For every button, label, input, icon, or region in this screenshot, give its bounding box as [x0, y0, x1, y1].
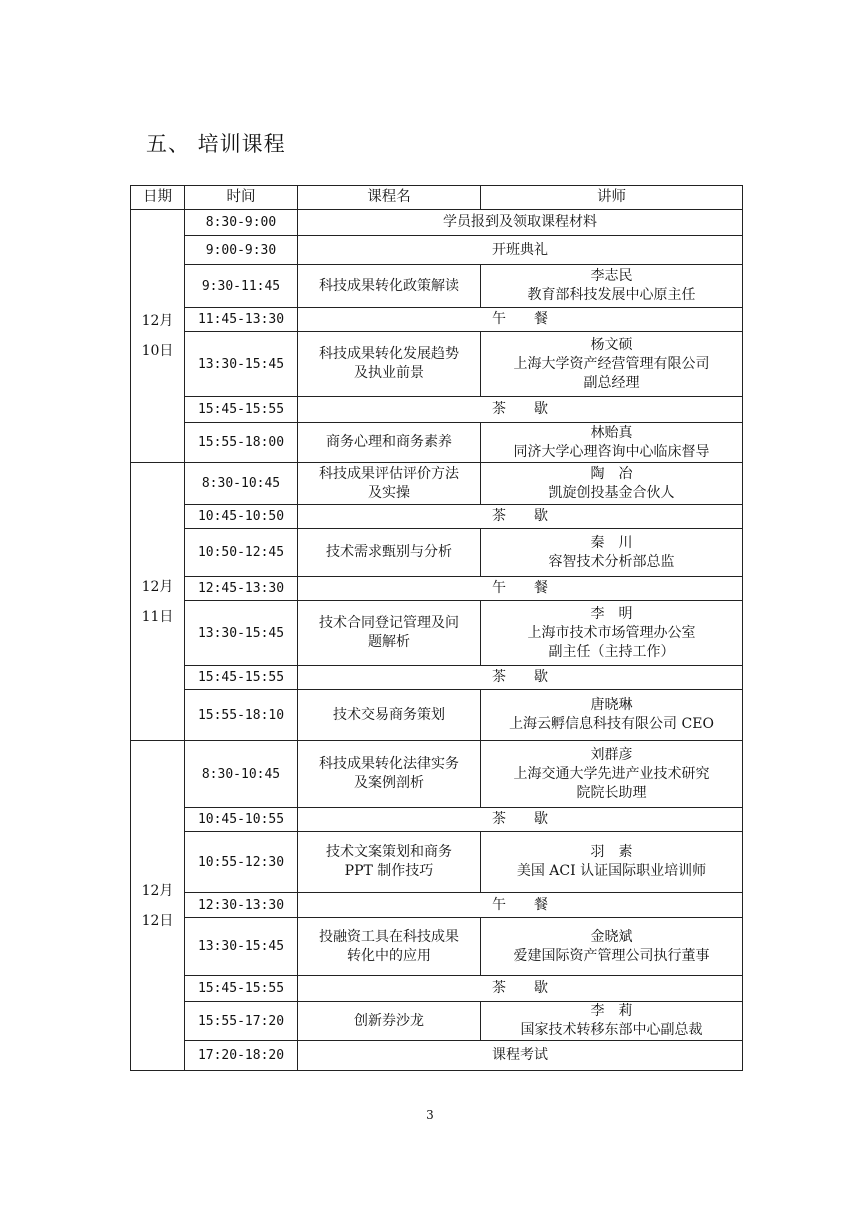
course-line: 商务心理和商务素养	[326, 434, 452, 450]
course-cell	[298, 529, 481, 577]
instructor-title: 国家技术转移东部中心副总裁	[520, 1022, 703, 1038]
course-cell	[298, 832, 481, 893]
table-row	[131, 893, 743, 918]
activity-cell: 茶 歇	[298, 666, 743, 690]
time-cell: 17:20-18:20	[185, 1041, 298, 1071]
header-date: 日期	[131, 186, 185, 210]
table-row	[131, 265, 743, 308]
course-line: 技术文案策划和商务	[326, 844, 452, 860]
table-row	[131, 577, 743, 601]
instructor-cell	[481, 463, 743, 505]
activity-cell: 开班典礼	[298, 236, 743, 265]
instructor-title: 爱建国际资产管理公司执行董事	[513, 947, 710, 964]
instructor-cell	[481, 423, 743, 463]
time-cell: 15:55-17:20	[185, 1002, 298, 1041]
course-line: 及实操	[368, 484, 410, 501]
header-course: 课程名	[298, 186, 481, 210]
instructor-title: 院院长助理	[576, 784, 647, 801]
instructor-name: 李 明	[590, 605, 633, 622]
table-row	[131, 332, 743, 397]
time-cell: 15:45-15:55	[185, 976, 298, 1002]
time-cell: 9:30-11:45	[185, 265, 298, 308]
table-row	[131, 423, 743, 463]
table-row	[131, 601, 743, 666]
course-line: 科技成果转化法律实务	[319, 756, 459, 772]
instructor-title: 上海云孵信息科技有限公司 CEO	[509, 716, 714, 732]
activity-cell: 午 餐	[298, 308, 743, 332]
course-cell	[298, 1002, 481, 1041]
date-month: 12月	[141, 882, 174, 899]
instructor-cell	[481, 832, 743, 893]
table-row	[131, 505, 743, 529]
page-number: 3	[426, 1108, 434, 1122]
time-cell: 15:55-18:00	[185, 423, 298, 463]
course-line: 技术需求甄别与分析	[326, 544, 452, 560]
time-cell: 8:30-9:00	[185, 210, 298, 236]
table-row	[131, 918, 743, 976]
instructor-name: 李 莉	[590, 1003, 633, 1019]
activity-cell: 茶 歇	[298, 808, 743, 832]
table-row	[131, 1002, 743, 1041]
course-line: 科技成果转化发展趋势	[319, 346, 459, 362]
course-cell	[298, 463, 481, 505]
table-row	[131, 463, 743, 505]
date-cell	[131, 210, 185, 463]
time-cell: 8:30-10:45	[185, 741, 298, 808]
instructor-name: 金晓斌	[590, 928, 633, 945]
table-row	[131, 690, 743, 741]
instructor-name: 杨文硕	[590, 336, 633, 353]
instructor-cell	[481, 918, 743, 976]
instructor-cell	[481, 1002, 743, 1041]
instructor-cell	[481, 265, 743, 308]
instructor-name: 秦 川	[590, 534, 633, 551]
time-cell: 11:45-13:30	[185, 308, 298, 332]
date-cell	[131, 741, 185, 1071]
instructor-cell	[481, 601, 743, 666]
instructor-cell	[481, 332, 743, 397]
date-month: 12月	[141, 313, 174, 329]
instructor-cell	[481, 690, 743, 741]
table-row	[131, 976, 743, 1002]
table-row	[131, 210, 743, 236]
date-cell	[131, 463, 185, 741]
course-cell	[298, 265, 481, 308]
time-cell: 12:45-13:30	[185, 577, 298, 601]
course-line: 科技成果转化政策解读	[319, 277, 459, 294]
instructor-cell	[481, 529, 743, 577]
activity-cell: 茶 歇	[298, 976, 743, 1002]
course-cell	[298, 423, 481, 463]
header-instructor: 讲师	[481, 186, 743, 210]
table-body	[131, 210, 743, 1071]
course-line: 创新券沙龙	[354, 1012, 424, 1029]
table-row	[131, 397, 743, 423]
activity-cell: 午 餐	[298, 893, 743, 918]
date-month: 12月	[141, 578, 174, 595]
activity-cell: 午 餐	[298, 577, 743, 601]
course-line: 题解析	[368, 634, 410, 650]
instructor-title: 凯旋创投基金合伙人	[548, 484, 675, 501]
instructor-name: 羽 素	[590, 844, 633, 860]
course-line: PPT 制作技巧	[344, 863, 434, 879]
table-header-row	[131, 186, 743, 210]
table-row	[131, 308, 743, 332]
course-line: 及执业前景	[354, 365, 424, 381]
course-line: 技术合同登记管理及问	[319, 615, 459, 631]
course-line: 技术交易商务策划	[333, 706, 445, 723]
table-row	[131, 808, 743, 832]
time-cell: 9:00-9:30	[185, 236, 298, 265]
section-heading: 五、 培训课程	[146, 132, 286, 156]
course-line: 科技成果评估评价方法	[319, 465, 459, 482]
table-row	[131, 832, 743, 893]
instructor-title: 容智技术分析部总监	[548, 553, 675, 570]
time-cell: 13:30-15:45	[185, 332, 298, 397]
time-cell: 13:30-15:45	[185, 601, 298, 666]
instructor-title: 副总经理	[583, 374, 640, 391]
time-cell: 8:30-10:45	[185, 463, 298, 505]
date-day: 11日	[141, 608, 174, 625]
time-cell: 15:45-15:55	[185, 397, 298, 423]
time-cell: 10:45-10:50	[185, 505, 298, 529]
instructor-title: 美国 ACI 认证国际职业培训师	[516, 863, 707, 879]
instructor-name: 李志民	[590, 268, 633, 284]
date-day: 12日	[141, 912, 174, 929]
course-cell	[298, 741, 481, 808]
time-cell: 10:45-10:55	[185, 808, 298, 832]
activity-cell: 茶 歇	[298, 505, 743, 529]
table-row	[131, 236, 743, 265]
instructor-title: 同济大学心理咨询中心临床督导	[513, 443, 710, 460]
table-row	[131, 1041, 743, 1071]
instructor-name: 唐晓琳	[590, 697, 633, 713]
activity-cell: 课程考试	[298, 1041, 743, 1071]
instructor-title: 上海交通大学先进产业技术研究	[513, 765, 710, 782]
instructor-title: 教育部科技发展中心原主任	[527, 287, 696, 303]
instructor-title: 上海大学资产经营管理有限公司	[513, 355, 710, 372]
activity-cell: 学员报到及领取课程材料	[298, 210, 743, 236]
course-cell	[298, 332, 481, 397]
course-cell	[298, 918, 481, 976]
course-cell	[298, 690, 481, 741]
date-day: 10日	[141, 343, 174, 359]
table-row	[131, 741, 743, 808]
course-cell	[298, 601, 481, 666]
table-row	[131, 666, 743, 690]
instructor-title: 上海市技术市场管理办公室	[527, 624, 696, 641]
course-line: 投融资工具在科技成果	[319, 928, 459, 945]
instructor-name: 林贻真	[590, 424, 633, 441]
header-time: 时间	[185, 186, 298, 210]
instructor-cell	[481, 741, 743, 808]
time-cell: 15:55-18:10	[185, 690, 298, 741]
activity-cell: 茶 歇	[298, 397, 743, 423]
time-cell: 10:50-12:45	[185, 529, 298, 577]
time-cell: 10:55-12:30	[185, 832, 298, 893]
course-line: 转化中的应用	[347, 947, 431, 964]
time-cell: 12:30-13:30	[185, 893, 298, 918]
instructor-name: 刘群彦	[590, 746, 633, 763]
time-cell: 15:45-15:55	[185, 666, 298, 690]
table-row	[131, 529, 743, 577]
time-cell: 13:30-15:45	[185, 918, 298, 976]
training-schedule-table	[130, 185, 743, 1071]
instructor-name: 陶 冶	[590, 465, 633, 482]
course-line: 及案例剖析	[354, 775, 424, 791]
instructor-title: 副主任（主持工作）	[548, 643, 675, 660]
